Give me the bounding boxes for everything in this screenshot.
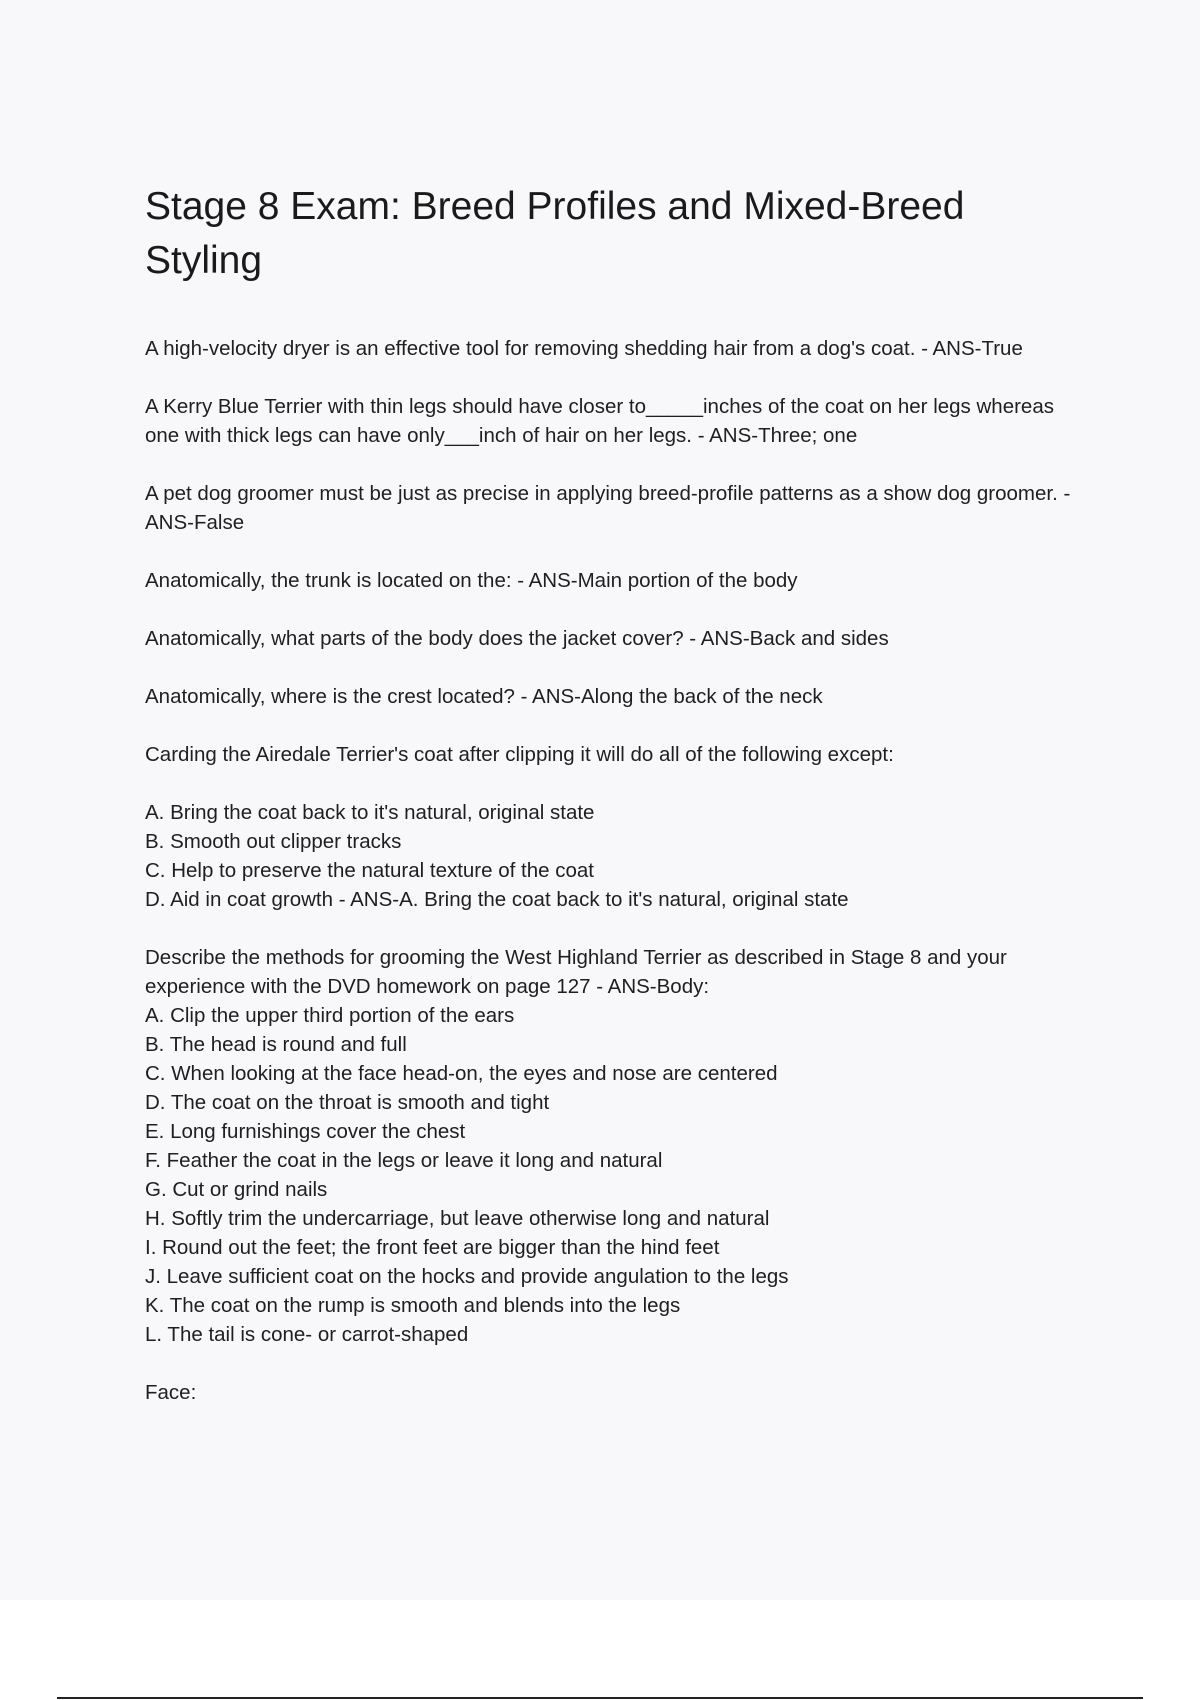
face-label: Face: <box>145 1381 197 1404</box>
carding-option: D. Aid in coat growth - ANS-A. Bring the coat back to it's natural, original state <box>145 888 849 911</box>
westie-step: K. The coat on the rump is smooth and blends into the legs <box>145 1294 681 1317</box>
question-dryer: A high-velocity dryer is an effective tool for removing shedding hair from a dog's coat. - ANS-True <box>145 337 1023 360</box>
footer-divider <box>57 1697 1143 1699</box>
carding-option: C. Help to preserve the natural texture of the coat <box>145 859 594 882</box>
westie-step: D. The coat on the throat is smooth and tight <box>145 1091 550 1114</box>
westie-section <box>145 943 1090 1349</box>
westie-step: B. The head is round and full <box>145 1033 407 1056</box>
westie-step: I. Round out the feet; the front feet are bigger than the hind feet <box>145 1236 720 1259</box>
document-content <box>145 180 1090 1436</box>
carding-option: A. Bring the coat back to it's natural, original state <box>145 801 595 824</box>
westie-question: Describe the methods for grooming the West Highland Terrier as described in Stage 8 and your experience with the DVD homework on page 127 - ANS-Body: <box>145 946 1007 998</box>
question-pet-groomer: A pet dog groomer must be just as precise in applying breed-profile patterns as a show dog groomer. - ANS-False <box>145 482 1071 534</box>
question-carding: Carding the Airedale Terrier's coat after clipping it will do all of the following except: <box>145 743 894 766</box>
westie-step: L. The tail is cone- or carrot-shaped <box>145 1323 469 1346</box>
westie-step: A. Clip the upper third portion of the ears <box>145 1004 515 1027</box>
question-jacket: Anatomically, what parts of the body does the jacket cover? - ANS-Back and sides <box>145 627 889 650</box>
westie-step: J. Leave sufficient coat on the hocks and provide angulation to the legs <box>145 1265 789 1288</box>
westie-step: G. Cut or grind nails <box>145 1178 328 1201</box>
westie-step: E. Long furnishings cover the chest <box>145 1120 466 1143</box>
westie-step: H. Softly trim the undercarriage, but leave otherwise long and natural <box>145 1207 770 1230</box>
question-crest: Anatomically, where is the crest located? - ANS-Along the back of the neck <box>145 685 823 708</box>
westie-step: C. When looking at the face head-on, the eyes and nose are centered <box>145 1062 778 1085</box>
document-title: Stage 8 Exam: Breed Profiles and Mixed-Breed Styling <box>145 185 965 282</box>
carding-options <box>145 798 1090 914</box>
question-kerry-blue: A Kerry Blue Terrier with thin legs should have closer to_____inches of the coat on her legs whereas one with thick legs can have only___inch of hair on her legs. - ANS-Three; one <box>145 395 1054 447</box>
carding-option: B. Smooth out clipper tracks <box>145 830 402 853</box>
question-trunk: Anatomically, the trunk is located on the: - ANS-Main portion of the body <box>145 569 798 592</box>
westie-step: F. Feather the coat in the legs or leave it long and natural <box>145 1149 663 1172</box>
